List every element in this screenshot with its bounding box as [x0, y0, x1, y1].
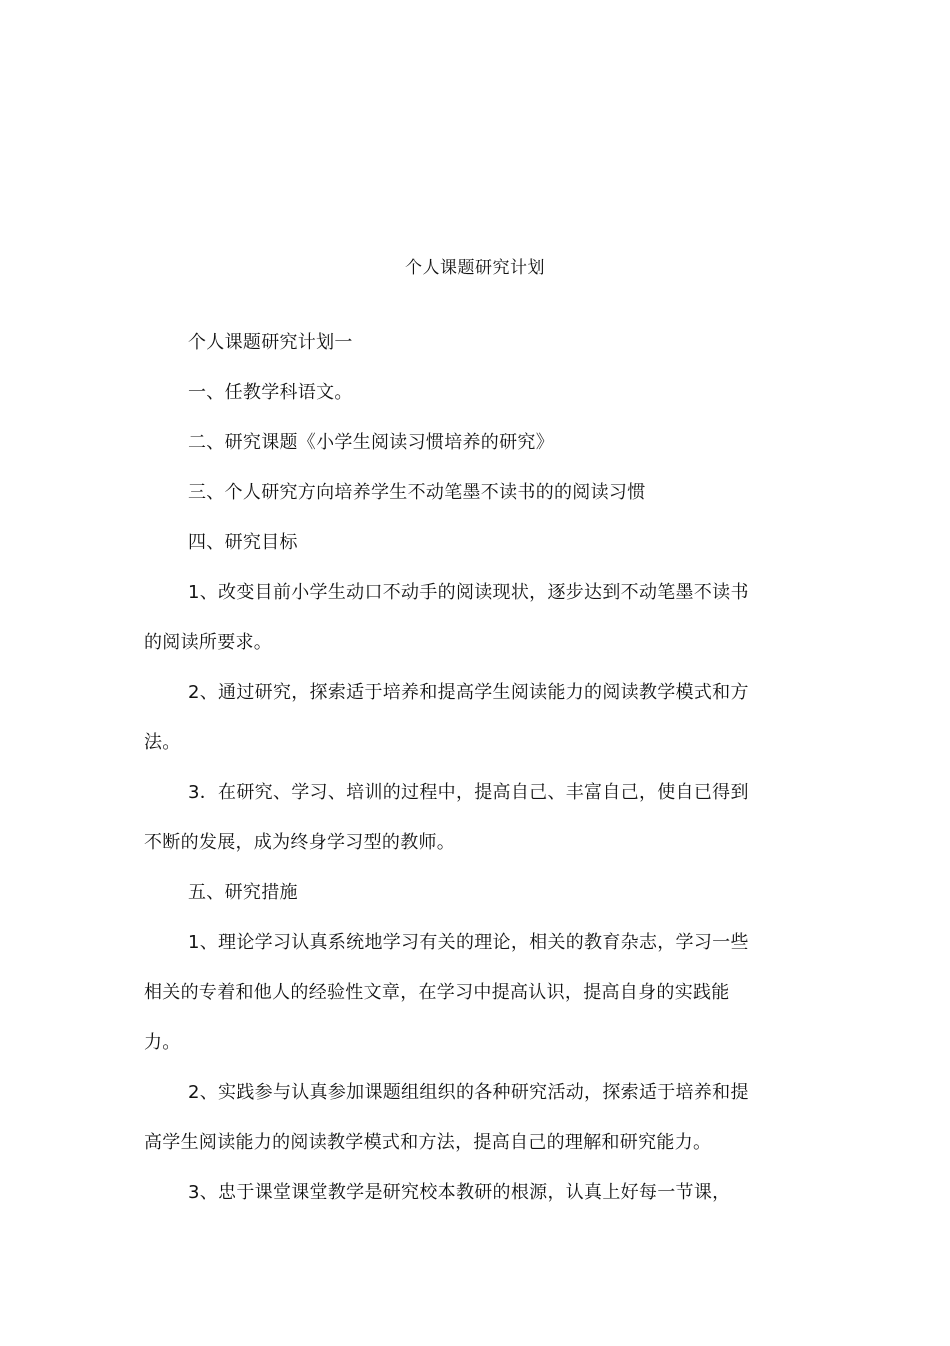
- paragraph-measure-3: 3、忠于课堂课堂教学是研究校本教研的根源，认真上好每一节课，: [188, 1182, 731, 1203]
- paragraph-measure-1: 1、理论学习认真系统地学习有关的理论，相关的教育杂志，学习一些相关的专着和他人的经验性文章，在学习中提高认识，提高自身的实践能力。: [144, 932, 749, 1053]
- paragraph-measure-2: 2、实践参与认真参加课题组组织的各种研究活动，探索适于培养和提高学生阅读能力的阅读教学模式和方法，提高自己的理解和研究能力。: [144, 1082, 749, 1153]
- paragraph-goal-1: 1、改变目前小学生动口不动手的阅读现状，逐步达到不动笔墨不读书的阅读所要求。: [144, 582, 749, 653]
- paragraph-subject: 一、任教学科语文。: [188, 382, 353, 403]
- paragraph-goal-3: 3．在研究、学习、培训的过程中，提高自己、丰富自己，使自已得到不断的发展，成为终身学习型的教师。: [144, 782, 749, 853]
- paragraph-goal-2: 2、通过研究，探索适于培养和提高学生阅读能力的阅读教学模式和方法。: [144, 682, 749, 753]
- document-body: [144, 318, 754, 1218]
- paragraph-goals-heading: 四、研究目标: [188, 532, 298, 553]
- paragraph-research-direction: 三、个人研究方向培养学生不动笔墨不读书的的阅读习惯: [188, 482, 646, 503]
- paragraph-measures-heading: 五、研究措施: [188, 882, 298, 903]
- paragraph-plan-heading: 个人课题研究计划一: [188, 332, 353, 353]
- paragraph-research-topic: 二、研究课题《小学生阅读习惯培养的研究》: [188, 432, 554, 453]
- document-title: 个人课题研究计划: [405, 258, 545, 278]
